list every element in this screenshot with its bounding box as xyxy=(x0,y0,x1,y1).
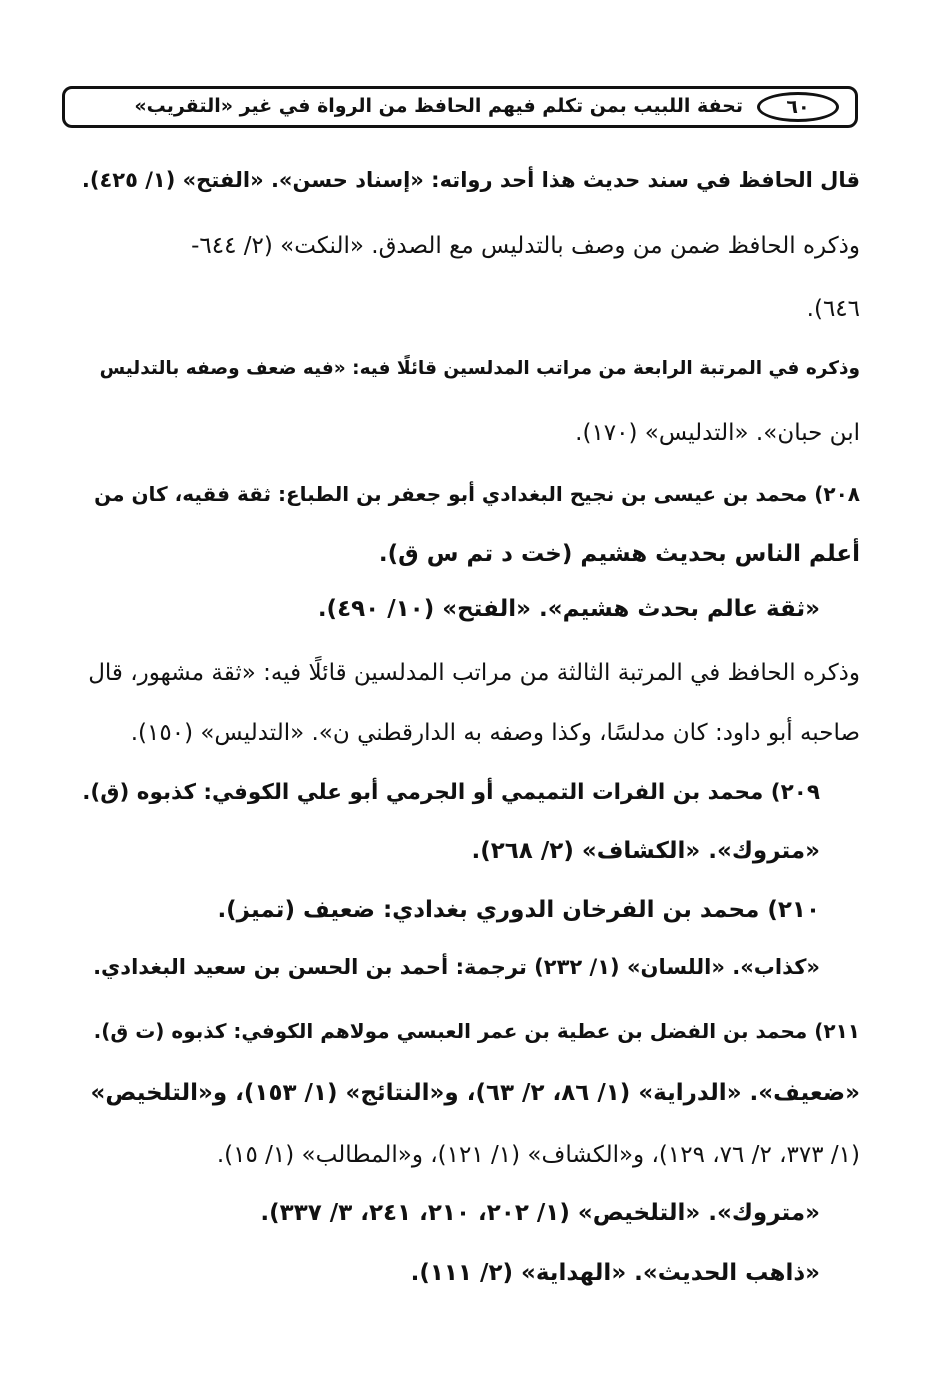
text-line: قال الحافظ في سند حديث هذا أحد رواته: «إسناد حسن». «الفتح» (١/ ٤٢٥). xyxy=(81,168,860,192)
text-line: «كذاب». «اللسان» (١/ ٢٣٢) ترجمة: أحمد بن الحسن بن سعيد البغدادي. xyxy=(93,955,820,979)
entry-heading-211: ٢١١) محمد بن الفضل بن عطية بن عمر العبسي مولاهم الكوفي: كذبوه (ت ق). xyxy=(93,1019,860,1043)
entry-heading-210: ٢١٠) محمد بن الفرخان الدوري بغدادي: ضعيف (تميز). xyxy=(217,897,820,923)
text-line: وذكره الحافظ ضمن من وصف بالتدليس مع الصدق. «النكت» (٢/ ٦٤٤- xyxy=(191,233,860,259)
text-line: (١/ ٣٧٣، ٢/ ٧٦، ١٢٩)، و«الكشاف» (١/ ١٢١)، و«المطالب» (١/ ١٥). xyxy=(216,1142,860,1168)
text-line: «ضعيف». «الدراية» (١/ ٨٦، ٢/ ٦٣)، و«النتائج» (١/ ١٥٣)، و«التلخيص» xyxy=(90,1080,860,1106)
text-line: ابن حبان». «التدليس» (١٧٠). xyxy=(575,420,860,446)
page-number: ٦٠ xyxy=(757,92,839,122)
text-line: صاحبه أبو داود: كان مدلسًا، وكذا وصفه به الدارقطني ن». «التدليس» (١٥٠). xyxy=(130,720,860,746)
page-header xyxy=(62,86,858,128)
text-line: «ثقة عالم بحدث هشيم». «الفتح» (١٠/ ٤٩٠). xyxy=(317,596,820,622)
text-line: «متروك». «التلخيص» (١/ ٢٠٢، ٢١٠، ٢٤١، ٣/ ٣٣٧). xyxy=(260,1200,820,1226)
running-title: تحفة اللبيب بمن تكلم فيهم الحافظ من الرواة في غير «التقريب» xyxy=(134,95,743,117)
entry-heading-208: ٢٠٨) محمد بن عيسى بن نجيح البغدادي أبو جعفر بن الطباع: ثقة فقيه، كان من xyxy=(94,482,860,506)
text-line: وذكره في المرتبة الرابعة من مراتب المدلسين قائلًا فيه: «فيه ضعف وصفه بالتدليس xyxy=(99,358,860,379)
text-line: أعلم الناس بحديث هشيم (خت د تم س ق). xyxy=(378,541,860,567)
text-line: «ذاهب الحديث». «الهداية» (٢/ ١١١). xyxy=(410,1260,820,1286)
entry-heading-209: ٢٠٩) محمد بن الفرات التميمي أو الجرمي أبو علي الكوفي: كذبوه (ق). xyxy=(82,780,820,805)
text-line: ٦٤٦). xyxy=(806,296,860,322)
text-line: «متروك». «الكشاف» (٢/ ٢٦٨). xyxy=(471,838,820,864)
text-line: وذكره الحافظ في المرتبة الثالثة من مراتب المدلسين قائلًا فيه: «ثقة مشهور، قال xyxy=(88,660,860,686)
